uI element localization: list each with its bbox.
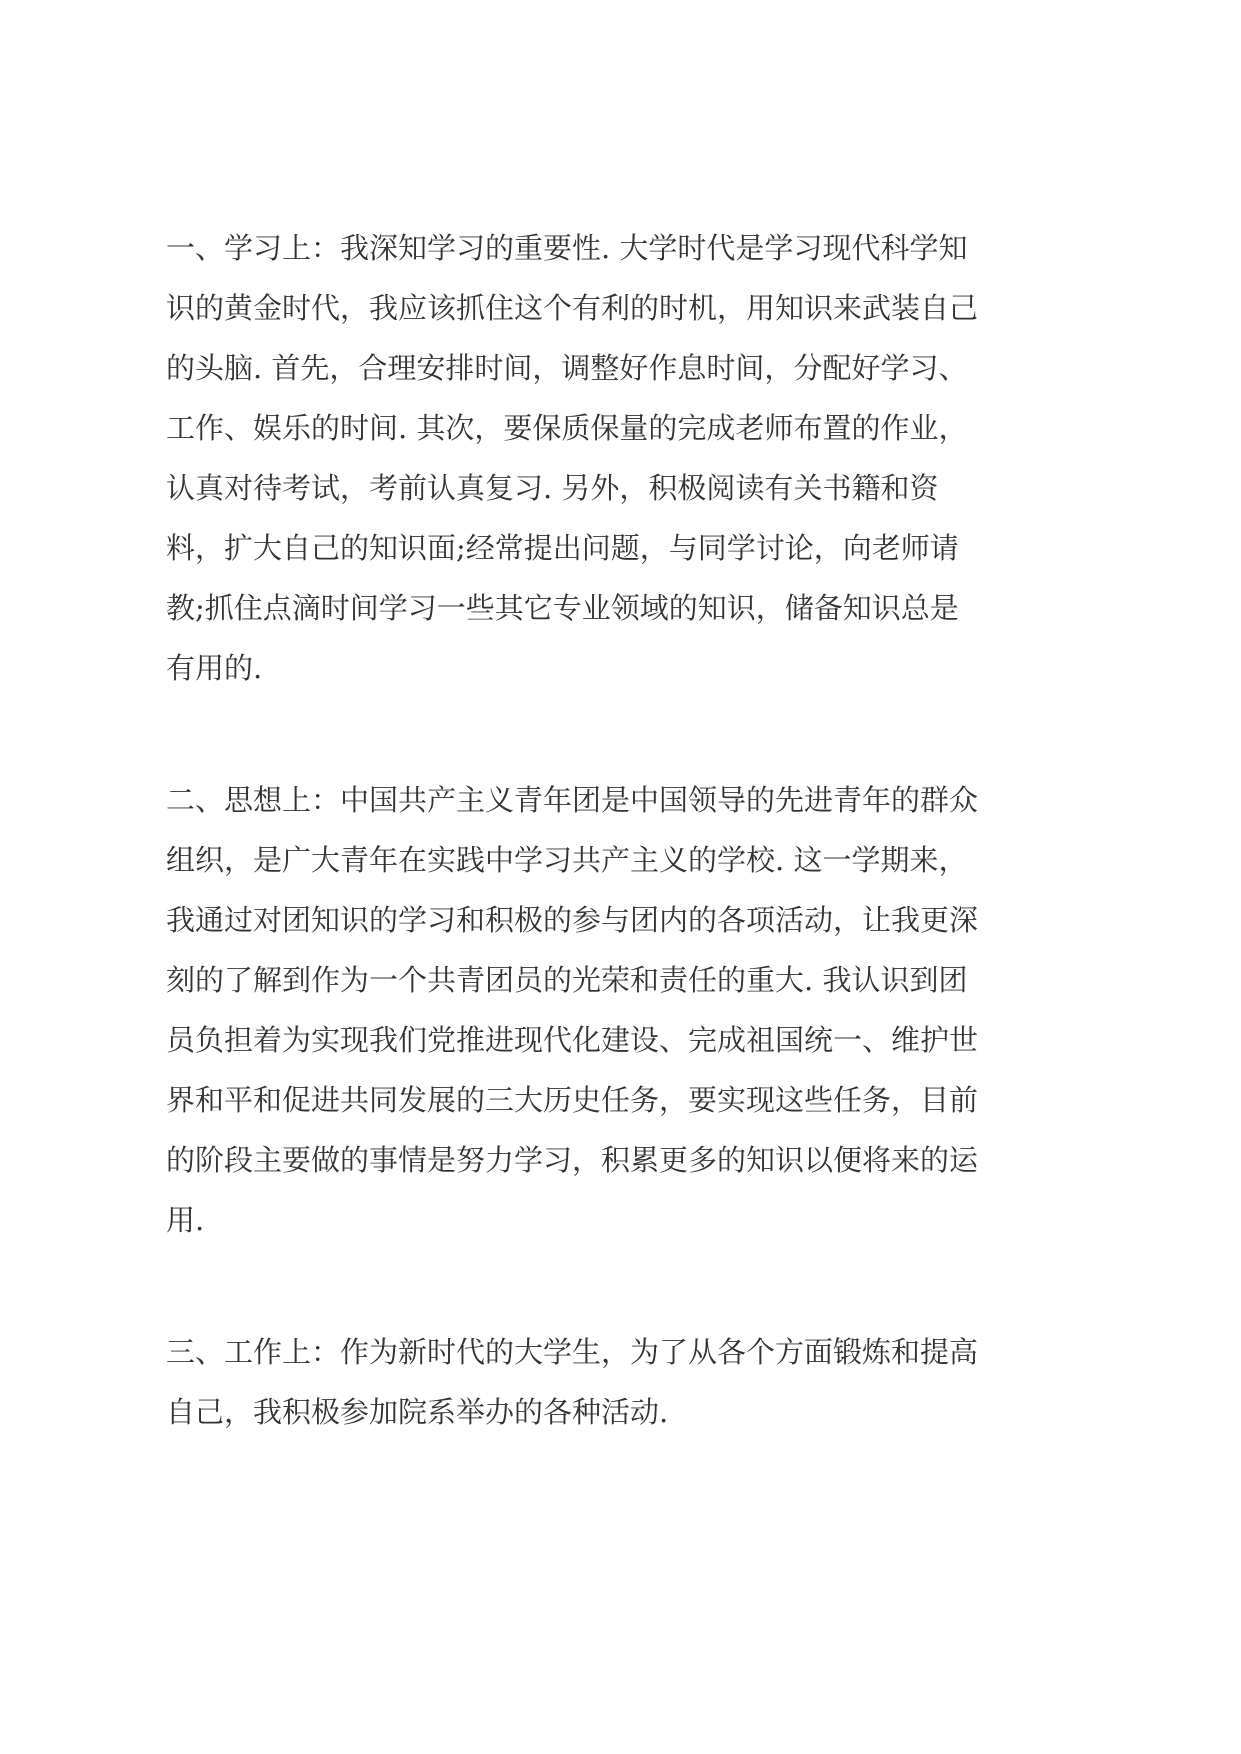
paragraph-line: 有用的. — [166, 651, 263, 685]
paragraph-line: 自己，我积极参加院系举办的各种活动. — [166, 1395, 669, 1429]
paragraph-line: 二、思想上：中国共产主义青年团是中国领导的先进青年的群众 — [166, 783, 979, 817]
paragraph-line: 用. — [166, 1203, 205, 1237]
paragraph-line: 工作、娱乐的时间. 其次，要保质保量的完成老师布置的作业， — [166, 411, 968, 445]
paragraph-line: 教;抓住点滴时间学习一些其它专业领域的知识，储备知识总是 — [166, 591, 959, 625]
paragraph-line: 三、工作上：作为新时代的大学生，为了从各个方面锻炼和提高 — [166, 1335, 979, 1369]
paragraph-line: 认真对待考试，考前认真复习. 另外，积极阅读有关书籍和资 — [166, 471, 939, 505]
paragraph-line: 刻的了解到作为一个共青团员的光荣和责任的重大. 我认识到团 — [166, 963, 968, 997]
paragraph-line: 料，扩大自己的知识面;经常提出问题，与同学讨论，向老师请 — [166, 531, 959, 565]
paragraph-line: 的阶段主要做的事情是努力学习，积累更多的知识以便将来的运 — [166, 1143, 979, 1177]
paragraph-line: 组织，是广大青年在实践中学习共产主义的学校. 这一学期来， — [166, 843, 968, 877]
paragraph-line: 员负担着为实现我们党推进现代化建设、完成祖国统一、维护世 — [166, 1023, 979, 1057]
paragraph-line: 识的黄金时代，我应该抓住这个有利的时机，用知识来武装自己 — [166, 291, 979, 325]
paragraph-line: 一、学习上：我深知学习的重要性. 大学时代是学习现代科学知 — [166, 231, 968, 265]
paragraph-line: 我通过对团知识的学习和积极的参与团内的各项活动，让我更深 — [166, 903, 979, 937]
paragraph-line: 的头脑. 首先，合理安排时间，调整好作息时间，分配好学习、 — [166, 351, 968, 385]
paragraph-line: 界和平和促进共同发展的三大历史任务，要实现这些任务，目前 — [166, 1083, 979, 1117]
